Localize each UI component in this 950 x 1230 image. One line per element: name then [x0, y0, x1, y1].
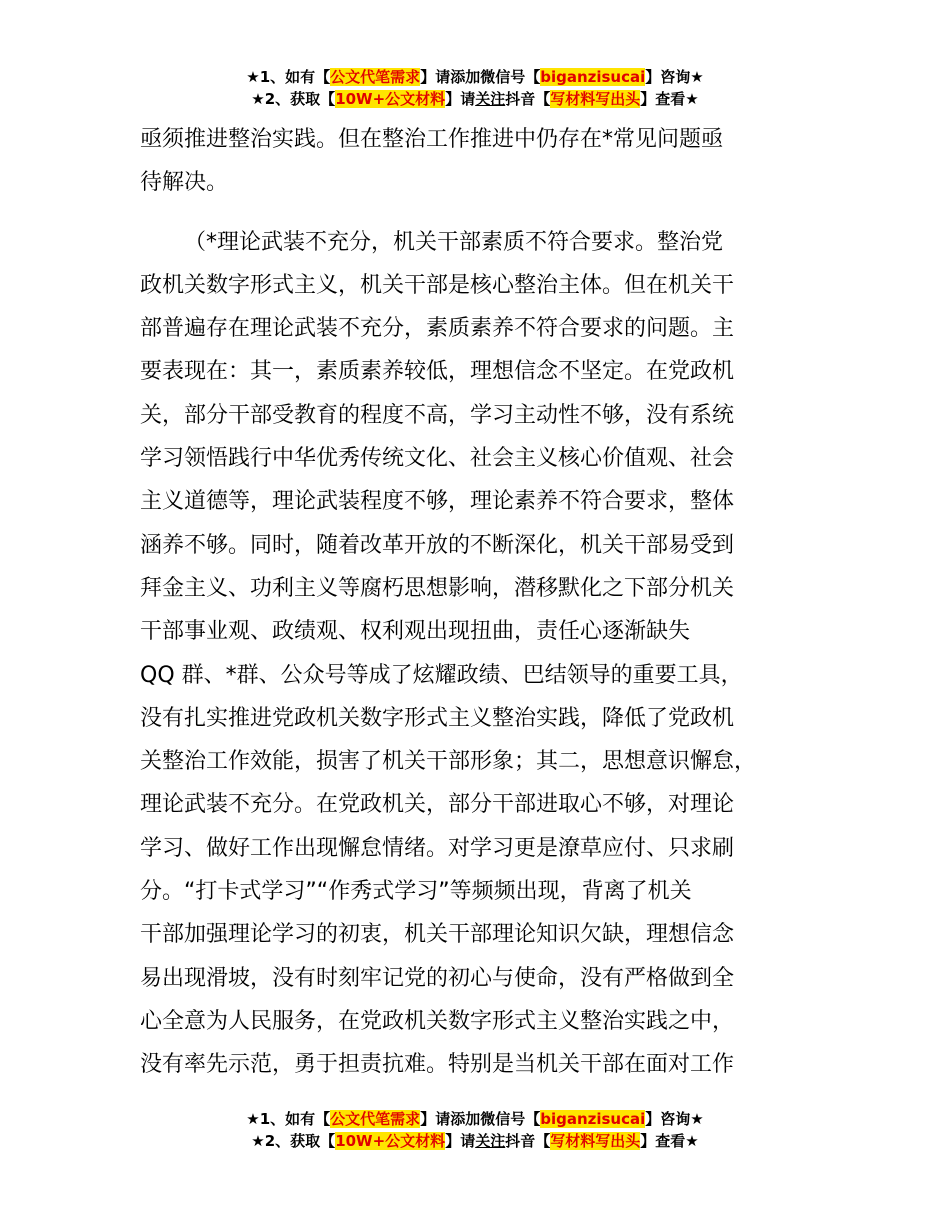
- banner-text: 抖音【: [505, 1132, 551, 1150]
- text-line: 理论武装不充分。在党政机关，部分干部进取心不够，对理论: [140, 792, 735, 818]
- banner-underlined-follow: 关注: [475, 1132, 506, 1150]
- banner-text: 】请: [445, 1132, 476, 1150]
- banner-text: 】查看★: [640, 90, 699, 108]
- text-line: 政机关数字形式主义，机关干部是核心整治主体。但在机关干: [140, 272, 735, 298]
- text-line: 关，部分干部受教育的程度不高，学习主动性不够，没有系统: [140, 402, 735, 428]
- banner-text: 】请添加微信号【: [420, 1110, 541, 1128]
- banner-line-2: [0, 88, 950, 110]
- banner-text: 】请添加微信号【: [420, 68, 541, 86]
- banner-highlight-douyin: 写材料写出头: [550, 1132, 641, 1150]
- banner-text: 抖音【: [505, 90, 551, 108]
- text-line: 部普遍存在理论武装不充分，素质素养不符合要求的问题。主: [140, 316, 735, 342]
- text-line: 没有扎实推进党政机关数字形式主义整治实践，降低了党政机: [140, 705, 735, 731]
- text-line: 易出现滑坡，没有时刻牢记党的初心与使命，没有严格做到全: [140, 965, 735, 991]
- text-line: 学习领悟践行中华优秀传统文化、社会主义核心价值观、社会: [140, 446, 735, 472]
- text-line: 亟须推进整治实践。但在整治工作推进中仍存在*常见问题亟: [140, 127, 724, 152]
- text-line: 没有率先示范，勇于担责抗难。特别是当机关干部在面对工作: [140, 1052, 735, 1078]
- banner-line-1: [0, 66, 950, 88]
- banner-text: 】请: [445, 90, 476, 108]
- text-line: 主义道德等，理论武装程度不够，理论素养不符合要求，整体: [140, 489, 735, 515]
- header-banner: [0, 66, 950, 110]
- text-line: （*理论武装不充分，机关干部素质不符合要求。整治党: [184, 229, 724, 255]
- banner-highlight-douyin: 写材料写出头: [550, 90, 641, 108]
- banner-highlight-materials: 10W+公文材料: [335, 90, 446, 108]
- banner-text: 】咨询★: [645, 68, 704, 86]
- banner-line-2: [0, 1130, 950, 1152]
- text-line: 学习、做好工作出现懈怠情绪。对学习更是潦草应付、只求刷: [140, 835, 735, 861]
- text-line: 关整治工作效能，损害了机关干部形象；其二，思想意识懈怠，: [140, 749, 757, 775]
- text-line: 干部加强理论学习的初衷，机关干部理论知识欠缺，理想信念: [140, 922, 735, 948]
- banner-text: ★1、如有【: [246, 1110, 331, 1128]
- banner-highlight-wechat: biganzisucai: [540, 68, 646, 86]
- banner-highlight-service: 公文代笔需求: [330, 1110, 421, 1128]
- banner-text: ★2、获取【: [251, 1132, 336, 1150]
- paragraph-gap: [140, 205, 840, 221]
- banner-underlined-follow: 关注: [475, 90, 506, 108]
- banner-text: ★2、获取【: [251, 90, 336, 108]
- banner-highlight-wechat: biganzisucai: [540, 1110, 646, 1128]
- text-line: 拜金主义、功利主义等腐朽思想影响，潜移默化之下部分机关: [140, 575, 735, 601]
- banner-text: 】咨询★: [645, 1110, 704, 1128]
- text-line: 分。“打卡式学习”“作秀式学习”等频频出现，背离了机关: [140, 879, 692, 905]
- banner-highlight-materials: 10W+公文材料: [335, 1132, 446, 1150]
- text-line: 涵养不够。同时，随着改革开放的不断深化，机关干部易受到: [140, 532, 735, 558]
- banner-highlight-service: 公文代笔需求: [330, 68, 421, 86]
- banner-text: ★1、如有【: [246, 68, 331, 86]
- banner-text: 】查看★: [640, 1132, 699, 1150]
- text-line: 要表现在：其一，素质素养较低，理想信念不坚定。在党政机: [140, 359, 735, 385]
- text-line: QQ 群、*群、公众号等成了炫耀政绩、巴结领导的重要工具，: [140, 662, 743, 688]
- footer-banner: [0, 1108, 950, 1152]
- text-line: 待解决。: [140, 170, 229, 196]
- text-line: 干部事业观、政绩观、权利观出现扭曲，责任心逐渐缺失: [140, 619, 691, 645]
- text-line: 心全意为人民服务，在党政机关数字形式主义整治实践之中，: [140, 1008, 735, 1034]
- document-body: [140, 118, 840, 1087]
- banner-line-1: [0, 1108, 950, 1130]
